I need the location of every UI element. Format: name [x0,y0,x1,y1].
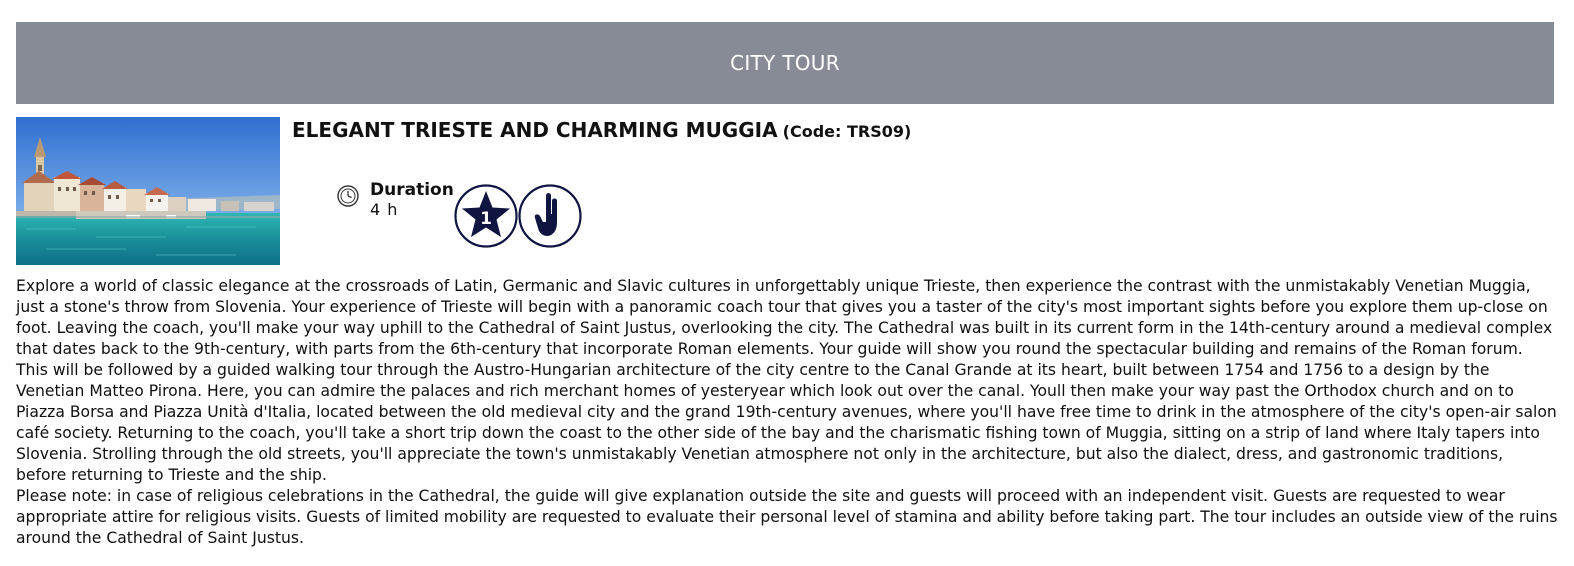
duration-info [336,182,454,218]
description-paragraph-1: Explore a world of classic elegance at the crossroads of Latin, Germanic and Slavic cultures in unforgettably unique Trieste, then experience the contrast with the unmistakably Venetian Muggia, just a stone's throw from Slovenia. Your experience of Trieste will begin with a panoramic coach tour that gives you a taster of the city's most important sights before you explore them up-close on foot. Leaving the coach, you'll make your way uphill to the Cathedral of Saint Justus, overlooking the city. The Cathedral was built in its current form in the 14th-century around a medieval complex that dates back to the 9th-century, with parts from the 6th-century that incorporate Roman elements. Your guide will show you round the spectacular building and remains of the Roman forum. This will be followed by a guided walking tour through the Austro-Hungarian architecture of the city centre to the Canal Grande at its heart, built between 1754 and 1756 to a design by the Venetian Matteo Pirona. Here, you can admire the palaces and rich merchant homes of yesteryear which look out over the canal. Youll then make your way past the Orthodox church and on to Piazza Borsa and Piazza Unità d'Italia, located between the old medieval city and the grand 19th-century avenues, where you'll have free time to drink in the atmosphere of the city's open-air salon café society. Returning to the coach, you'll take a short trip down the coast to the other side of the bay and the charismatic fishing town of Muggia, sitting on a strip of land where Italy tapers into Slovenia. Strolling through the old streets, you'll appreciate the town's unmistakably Venetian atmosphere not only in the architecture, but also the dialect, dress, and gastronomic traditions, before returning to Trieste and the ship. [16,277,1557,484]
tour-description [16,276,1558,549]
star-level-number: 1 [480,209,492,229]
clock-icon [336,184,360,208]
tour-title: ELEGANT TRIESTE AND CHARMING MUGGIA [292,118,778,142]
tour-photo [16,117,280,265]
tour-type-banner [16,22,1554,104]
tour-code: (Code: TRS09) [782,122,912,141]
duration-label: Duration [370,180,454,200]
hand-walking-icon [518,184,582,248]
duration-value: 4 h [370,200,399,219]
tour-heading [292,118,911,142]
difficulty-badges [454,184,582,248]
star-level-1-icon [454,184,518,248]
town-waterfront-photo [16,117,280,265]
description-paragraph-2: Please note: in case of religious celebrations in the Cathedral, the guide will give explanation outside the site and guests will proceed with an independent visit. Guests are requested to wear appropriate attire for religious visits. Guests of limited mobility are requested to evaluate their personal level of stamina and ability before taking part. The tour includes an outside view of the ruins around the Cathedral of Saint Justus. [16,487,1558,547]
banner-title: CITY TOUR [730,51,840,75]
